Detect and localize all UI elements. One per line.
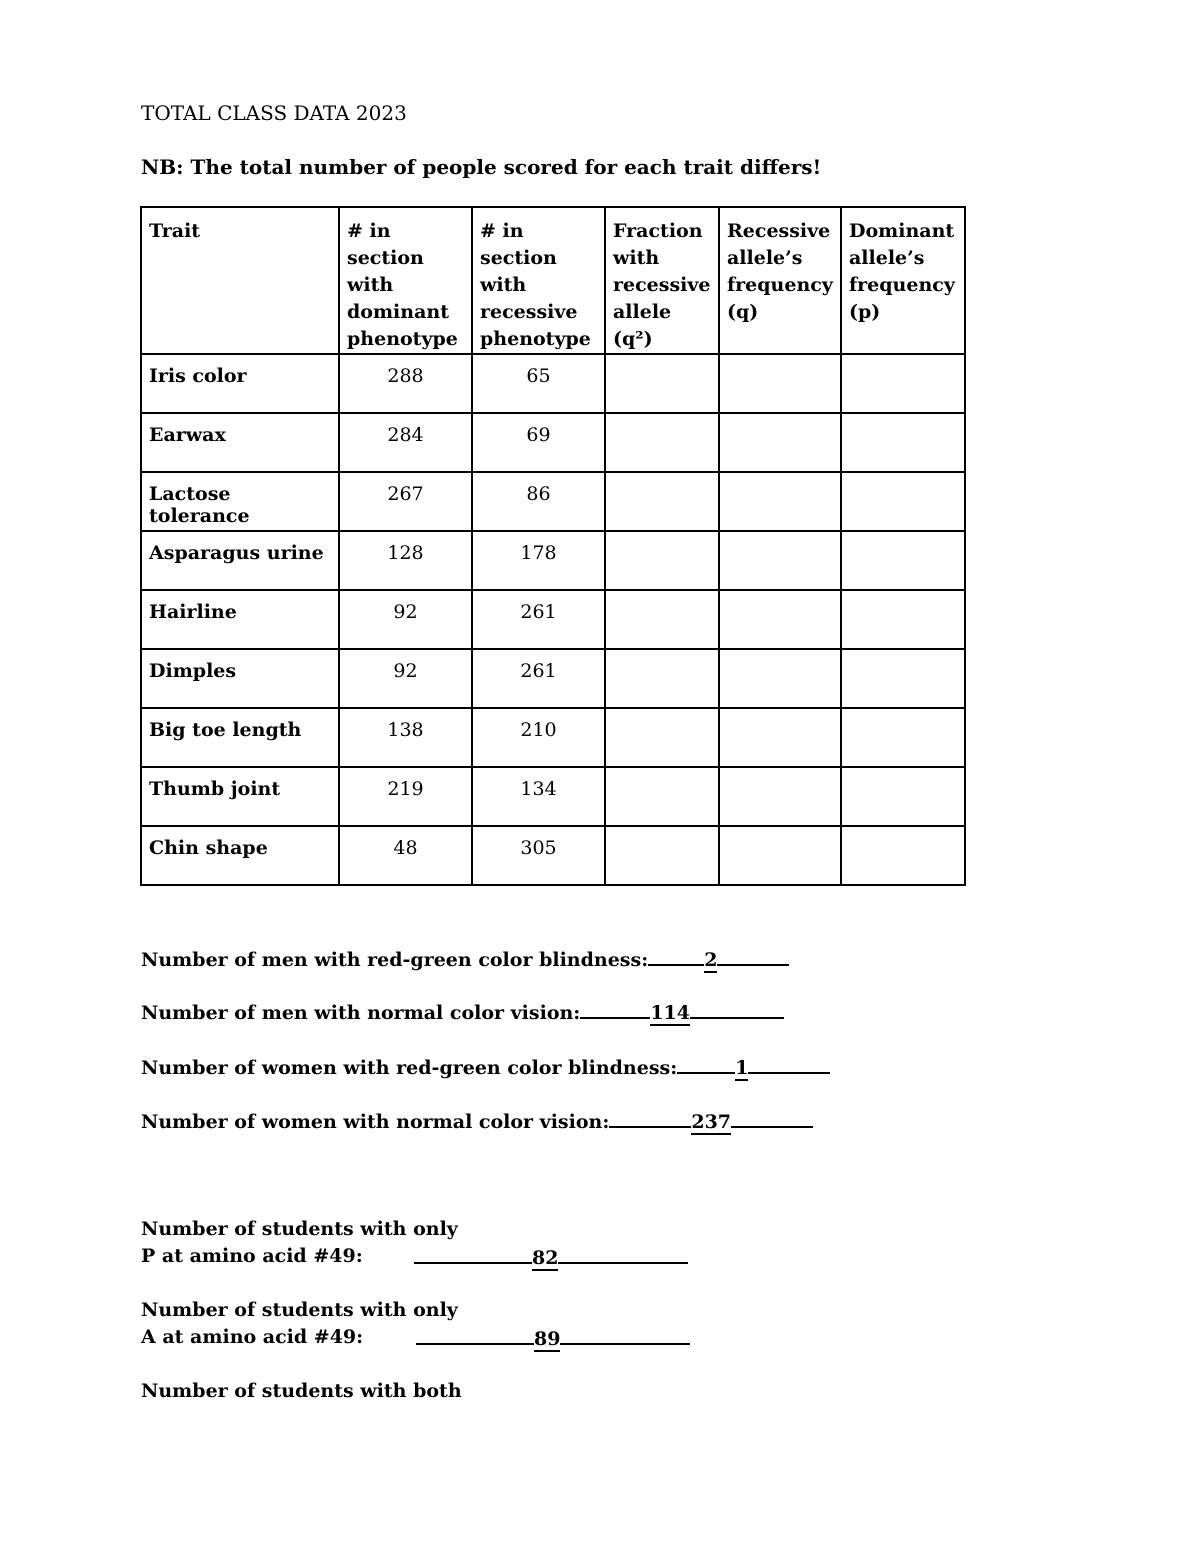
column-header-line: (p) <box>849 301 881 323</box>
trait-cell: Lactose tolerance <box>141 472 339 531</box>
fraction-cell <box>605 767 719 826</box>
trait-cell: Earwax <box>141 413 339 472</box>
fraction-cell <box>605 531 719 590</box>
recessive-count-cell: 261 <box>472 649 605 708</box>
table-body <box>141 354 965 885</box>
women-normal-label: Number of women with normal color vision: <box>141 1111 610 1133</box>
column-header-line: recessive <box>613 274 711 296</box>
recessive-frequency-cell <box>719 649 841 708</box>
table-row <box>141 826 965 885</box>
amino-p-line1: Number of students with only <box>141 1218 458 1240</box>
fraction-cell <box>605 826 719 885</box>
dominant-frequency-cell <box>841 826 965 885</box>
recessive-count-cell: 69 <box>472 413 605 472</box>
recessive-frequency-cell <box>719 531 841 590</box>
fraction-cell <box>605 590 719 649</box>
column-header-line: allele’s <box>849 247 925 269</box>
column-header-line: with <box>613 247 660 269</box>
column-header-line: allele’s <box>727 247 803 269</box>
blank-line <box>648 946 704 966</box>
table-row <box>141 708 965 767</box>
column-header-line: frequency <box>849 274 955 296</box>
dominant-frequency-cell <box>841 354 965 413</box>
amino-a-line2: A at amino acid #49: <box>141 1326 364 1348</box>
column-header-line: recessive <box>480 301 578 323</box>
recessive-frequency-cell <box>719 413 841 472</box>
men-normal-value: 114 <box>650 1002 690 1024</box>
column-header-line: # in section <box>347 220 424 269</box>
recessive-frequency-cell <box>719 767 841 826</box>
column-header-line: (q) <box>727 301 759 323</box>
page-title: TOTAL CLASS DATA 2023 <box>141 101 407 125</box>
dominant-count-cell: 128 <box>339 531 472 590</box>
amino-a-line1: Number of students with only <box>141 1299 458 1321</box>
blank-line <box>414 1244 532 1264</box>
dominant-count-cell: 284 <box>339 413 472 472</box>
men-normal-line <box>141 999 784 1026</box>
amino-p-line2: P at amino acid #49: <box>141 1245 363 1267</box>
blank-line <box>609 1108 691 1128</box>
trait-cell: Thumb joint <box>141 767 339 826</box>
table-header-row <box>141 207 965 354</box>
column-header-line: # in section <box>480 220 557 269</box>
note: NB: The total number of people scored for each trait differs! <box>141 155 822 179</box>
recessive-count-cell: 178 <box>472 531 605 590</box>
blank-line <box>677 1054 735 1074</box>
blank-line <box>717 946 789 966</box>
men-colorblind-line <box>141 946 789 973</box>
fraction-cell <box>605 354 719 413</box>
dominant-count-cell: 48 <box>339 826 472 885</box>
men-colorblind-label: Number of men with red-green color blindness: <box>141 949 649 971</box>
blank-line <box>731 1108 813 1128</box>
women-normal-line <box>141 1108 813 1135</box>
column-header <box>841 207 965 354</box>
amino-p-label <box>141 1216 458 1270</box>
men-normal-label: Number of men with normal color vision: <box>141 1002 581 1024</box>
column-header-line: Fraction <box>613 220 703 242</box>
blank-line <box>748 1054 830 1074</box>
trait-table <box>140 206 966 886</box>
blank-line <box>690 999 784 1019</box>
column-header <box>472 207 605 354</box>
dominant-frequency-cell <box>841 708 965 767</box>
column-header <box>719 207 841 354</box>
amino-a-value: 89 <box>534 1328 561 1350</box>
recessive-frequency-cell <box>719 826 841 885</box>
dominant-count-cell: 92 <box>339 649 472 708</box>
recessive-frequency-cell <box>719 354 841 413</box>
men-colorblind-value: 2 <box>704 949 718 971</box>
dominant-frequency-cell <box>841 649 965 708</box>
column-header-line: with <box>480 274 527 296</box>
trait-cell: Big toe length <box>141 708 339 767</box>
recessive-frequency-cell <box>719 708 841 767</box>
amino-both-label <box>141 1378 462 1405</box>
trait-cell: Asparagus urine <box>141 531 339 590</box>
recessive-count-cell: 134 <box>472 767 605 826</box>
fraction-cell <box>605 649 719 708</box>
table-row <box>141 413 965 472</box>
blank-line <box>558 1244 688 1264</box>
column-header <box>339 207 472 354</box>
dominant-count-cell: 288 <box>339 354 472 413</box>
recessive-count-cell: 305 <box>472 826 605 885</box>
fraction-cell <box>605 472 719 531</box>
trait-cell: Hairline <box>141 590 339 649</box>
dominant-count-cell: 92 <box>339 590 472 649</box>
table-row <box>141 354 965 413</box>
amino-both-line1: Number of students with both <box>141 1380 462 1402</box>
column-header-line: Dominant <box>849 220 955 242</box>
column-header-line: Trait <box>149 220 201 242</box>
recessive-count-cell: 261 <box>472 590 605 649</box>
table-row <box>141 590 965 649</box>
amino-a-label <box>141 1297 458 1351</box>
women-colorblind-label: Number of women with red-green color blindness: <box>141 1057 678 1079</box>
column-header-line: phenotype <box>347 328 458 350</box>
dominant-frequency-cell <box>841 472 965 531</box>
column-header-line: frequency <box>727 274 833 296</box>
table-row <box>141 531 965 590</box>
dominant-frequency-cell <box>841 413 965 472</box>
women-colorblind-value: 1 <box>735 1057 749 1079</box>
dominant-count-cell: 138 <box>339 708 472 767</box>
fraction-cell <box>605 413 719 472</box>
column-header-line: with <box>347 274 394 296</box>
column-header-line: dominant <box>347 301 449 323</box>
dominant-frequency-cell <box>841 531 965 590</box>
recessive-count-cell: 65 <box>472 354 605 413</box>
dominant-frequency-cell <box>841 767 965 826</box>
recessive-frequency-cell <box>719 472 841 531</box>
column-header <box>141 207 339 354</box>
column-header-line: allele (q²) <box>613 301 672 350</box>
blank-line <box>560 1325 690 1345</box>
recessive-count-cell: 86 <box>472 472 605 531</box>
table-row <box>141 472 965 531</box>
dominant-count-cell: 219 <box>339 767 472 826</box>
recessive-frequency-cell <box>719 590 841 649</box>
amino-a-fill <box>416 1325 690 1352</box>
column-header-line: Recessive <box>727 220 831 242</box>
recessive-count-cell: 210 <box>472 708 605 767</box>
column-header <box>605 207 719 354</box>
dominant-count-cell: 267 <box>339 472 472 531</box>
amino-p-value: 82 <box>532 1247 559 1269</box>
trait-cell: Dimples <box>141 649 339 708</box>
trait-cell: Chin shape <box>141 826 339 885</box>
trait-cell: Iris color <box>141 354 339 413</box>
women-normal-value: 237 <box>691 1111 732 1133</box>
amino-p-fill <box>414 1244 688 1271</box>
blank-line <box>416 1325 534 1345</box>
table-row <box>141 649 965 708</box>
table-row <box>141 767 965 826</box>
dominant-frequency-cell <box>841 590 965 649</box>
column-header-line: phenotype <box>480 328 591 350</box>
women-colorblind-line <box>141 1054 830 1081</box>
blank-line <box>580 999 650 1019</box>
fraction-cell <box>605 708 719 767</box>
